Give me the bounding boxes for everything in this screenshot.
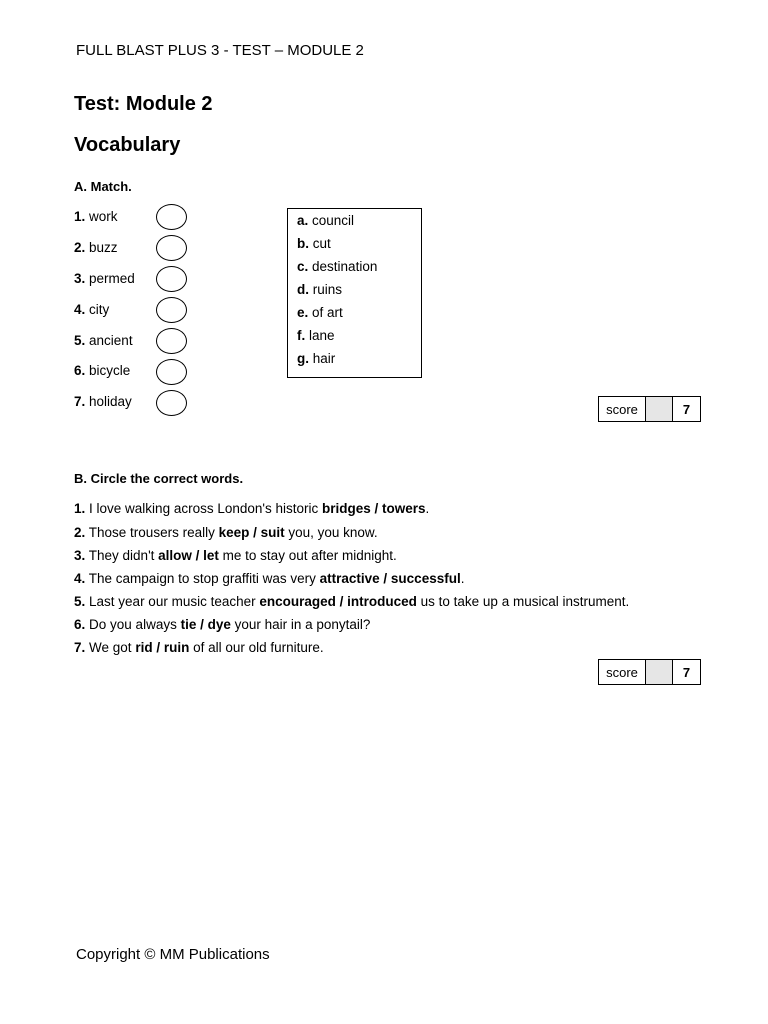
answer-circle-6[interactable]	[156, 359, 187, 385]
sentence-5: 5. Last year our music teacher encouraged / introduced us to take up a musical instrument.	[74, 594, 630, 609]
score-label: score	[599, 660, 646, 684]
copyright-footer: Copyright © MM Publications	[76, 946, 270, 963]
item-number: 2.	[74, 240, 86, 255]
answer-circle-3[interactable]	[156, 266, 187, 292]
word-choice[interactable]: encouraged / introduced	[259, 594, 417, 609]
word-choice[interactable]: tie / dye	[180, 617, 231, 632]
match-item-1	[74, 209, 118, 225]
word-choice[interactable]: attractive / successful	[319, 571, 461, 586]
option-d: d. ruins	[297, 282, 343, 297]
item-word: city	[89, 302, 110, 317]
word-choice[interactable]: keep / suit	[218, 525, 285, 540]
word-choice[interactable]: rid / ruin	[135, 640, 190, 655]
answer-circle-7[interactable]	[156, 390, 187, 416]
answer-circle-5[interactable]	[156, 328, 187, 354]
item-number: 7.	[74, 394, 86, 409]
item-word: buzz	[89, 240, 118, 255]
item-number: 4.	[74, 302, 86, 317]
item-number: 6.	[74, 363, 86, 378]
section-a-heading: A. Match.	[74, 179, 132, 194]
option-g: g. hair	[297, 351, 336, 366]
option-c: c. destination	[297, 259, 378, 274]
match-item-6	[74, 363, 130, 379]
word-choice[interactable]: allow / let	[158, 548, 219, 563]
match-item-4	[74, 302, 109, 318]
answer-circle-2[interactable]	[156, 235, 187, 261]
item-number: 3.	[74, 271, 86, 286]
score-input[interactable]	[646, 397, 673, 421]
score-max: 7	[682, 664, 691, 680]
answer-circle-1[interactable]	[156, 204, 187, 230]
item-number: 1.	[74, 209, 86, 224]
sentence-7: 7. We got rid / ruin of all our old furniture.	[74, 640, 324, 655]
sentence-1: 1. I love walking across London's historic bridges / towers.	[74, 501, 430, 516]
item-word: work	[89, 209, 118, 224]
sentence-2: 2. Those trousers really keep / suit you, you know.	[74, 525, 378, 540]
options-box	[287, 208, 422, 378]
sentence-3: 3. They didn't allow / let me to stay out after midnight.	[74, 548, 397, 563]
option-b: b. cut	[297, 236, 331, 251]
match-item-3	[74, 271, 135, 287]
section-b-heading: B. Circle the correct words.	[74, 471, 244, 486]
item-word: bicycle	[89, 363, 131, 378]
score-label: score	[599, 397, 646, 421]
sentence-6: 6. Do you always tie / dye your hair in a ponytail?	[74, 617, 371, 632]
score-box-b	[598, 659, 701, 685]
option-e: e. of art	[297, 305, 343, 320]
answer-circle-4[interactable]	[156, 297, 187, 323]
page-title: Test: Module 2	[74, 93, 213, 115]
option-a: a. council	[297, 213, 355, 228]
match-item-5	[74, 333, 133, 349]
item-number: 5.	[74, 333, 86, 348]
sentence-4: 4. The campaign to stop graffiti was very attractive / successful.	[74, 571, 465, 586]
item-word: permed	[89, 271, 135, 286]
item-word: ancient	[89, 333, 133, 348]
section-title-vocabulary: Vocabulary	[74, 134, 181, 156]
score-max: 7	[682, 401, 691, 417]
score-input[interactable]	[646, 660, 673, 684]
item-word: holiday	[89, 394, 132, 409]
score-box-a	[598, 396, 701, 422]
match-item-7	[74, 394, 132, 410]
option-f: f. lane	[297, 328, 335, 343]
word-choice[interactable]: bridges / towers	[321, 501, 426, 516]
page-header: FULL BLAST PLUS 3 - TEST – MODULE 2	[76, 42, 364, 59]
match-item-2	[74, 240, 118, 256]
